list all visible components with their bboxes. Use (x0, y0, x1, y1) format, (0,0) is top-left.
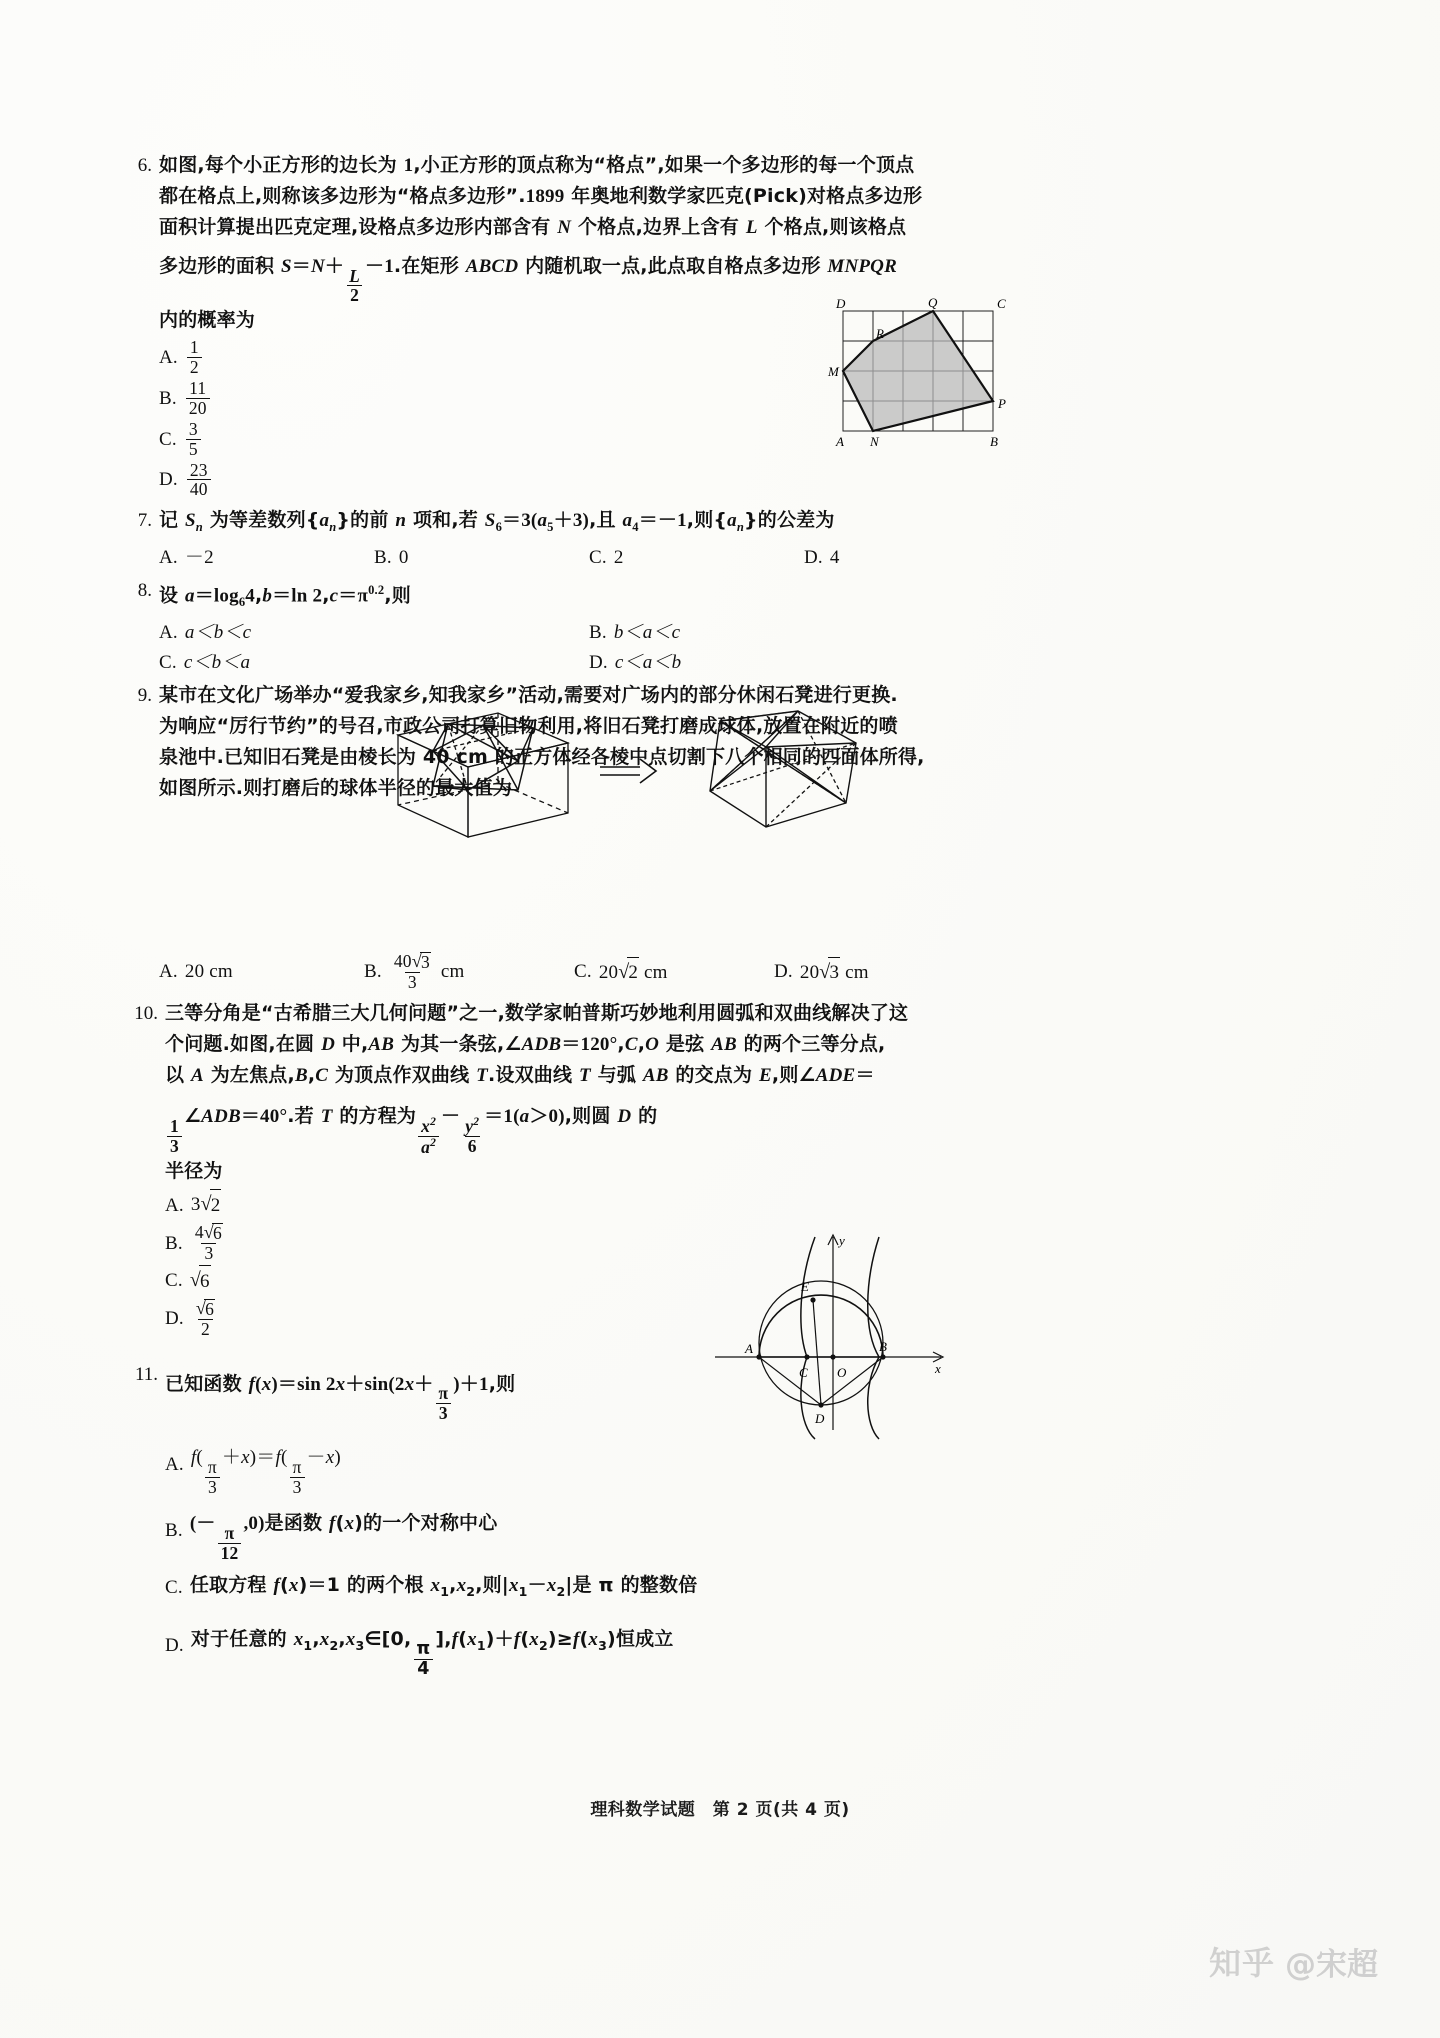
question-6-line-2: 都在格点上,则称该多边形为“格点多边形”.1899 年奥地利数学家匹克(Pick)对格点多边形 (159, 185, 923, 207)
option-6-C-value: $\frac{3}{5}$ (186, 420, 201, 459)
watermark (1209, 1938, 1378, 1984)
point-label-A: A (745, 1341, 753, 1356)
point-label-B: B (879, 1339, 887, 1354)
question-8-options-row-2 (159, 648, 968, 678)
option-9-D-value: 20 √ 3 cm (800, 957, 869, 988)
option-9-B[interactable] (364, 952, 574, 992)
option-10-B-value: 4 √ 6 3 (194, 1222, 222, 1264)
watermark-user: @宋超 (1285, 1946, 1378, 1983)
question-8-options-row-1 (159, 618, 968, 648)
option-6-A-label: A. (159, 347, 178, 369)
question-9-line-4: 如图所示.则打磨后的球体半径的最大值为 (159, 777, 513, 800)
option-6-D-label: D. (159, 469, 178, 491)
question-6-formula-line: 多边形的面积 S＝N＋ $\frac{L}{2}$ －1.在矩形 ABCD 内随机取一点,此点取自格点多边形 MNPQR (159, 255, 897, 306)
question-8-body (159, 575, 968, 678)
option-10-A-label: A. (165, 1194, 184, 1216)
question-6-number: 6. (137, 155, 152, 176)
question-10-line-1: 三等分角是“古希腊三大几何问题”之一,数学家帕普斯巧妙地利用圆弧和双曲线解决了这 (165, 1002, 909, 1025)
question-11 (118, 1359, 968, 1681)
option-9-B-unit: cm (440, 961, 465, 983)
option-6-B-value: $\frac{11}{20}$ (186, 379, 210, 418)
option-11-A-label: A. (165, 1453, 184, 1475)
figure-label-N: N (870, 434, 879, 449)
option-10-C-value: √ 6 (190, 1265, 211, 1297)
figure-label-B: B (990, 434, 998, 449)
question-7-options (159, 543, 968, 573)
option-9-B-fraction: 40 √ 3 3 (393, 951, 430, 993)
option-7-A[interactable] (159, 543, 374, 573)
option-7-D-value: 4 (829, 547, 840, 569)
question-9-options-row (118, 952, 968, 992)
question-9-options (159, 952, 968, 992)
option-6-B-label: B. (159, 387, 177, 409)
point-label-C: C (799, 1365, 808, 1380)
option-8-D-value: c＜a＜b (614, 652, 682, 674)
option-11-B[interactable] (165, 1498, 968, 1562)
option-7-B-label: B. (374, 547, 392, 569)
question-10-line-5: 半径为 (165, 1160, 223, 1183)
option-11-A[interactable] (165, 1433, 968, 1496)
option-8-C-value: c＜b＜a (183, 652, 251, 674)
option-8-D[interactable] (589, 648, 681, 678)
option-8-C-label: C. (159, 652, 177, 674)
option-7-A-value: －2 (184, 547, 214, 569)
point-label-D: D (815, 1411, 825, 1426)
question-7-stem: 记 $S_n$ 为等差数列$\{a_n\}$的前 n 项和,若 $S_6=3(a_5+3)$,且 $a_4=-1$,则$\{a_n\}$的公差为 (159, 509, 835, 535)
watermark-site: 知乎 (1208, 1944, 1275, 1982)
question-7-body (159, 505, 968, 573)
option-9-C-label: C. (574, 961, 592, 983)
point-label-E: E (801, 1279, 809, 1294)
question-6-line-1: 如图,每个小正方形的边长为 1,小正方形的顶点称为“格点”,如果一个多边形的每一个顶点 (159, 154, 915, 176)
option-8-B-value: b＜a＜c (613, 622, 681, 644)
figure-label-Q: Q (928, 296, 938, 310)
option-11-D-label: D. (165, 1635, 184, 1657)
question-7 (118, 505, 968, 573)
option-10-A-value: 3 √ 2 (191, 1189, 222, 1221)
option-11-A-value: f( $\frac{\pi}{3}$ ＋x)＝f( $\frac{\pi}{3}$ －x) (190, 1447, 341, 1497)
question-7-number: 7. (137, 510, 152, 532)
option-7-B-value: 0 (398, 547, 409, 569)
axis-label-y: y (839, 1233, 845, 1248)
option-7-C[interactable] (589, 543, 804, 573)
question-11-body (165, 1359, 968, 1681)
option-8-A[interactable] (159, 618, 589, 648)
question-10-line-4: $\frac{1}{3}$ ∠ADB＝40°.若 T 的方程为 $\frac{x^2}{a^2}$ － $\frac{y^2}{6}$ ＝1(a＞0),则圆 D 的 (165, 1091, 968, 1156)
option-8-A-label: A. (159, 622, 178, 644)
option-7-A-label: A. (159, 547, 178, 569)
question-9-line-3: 泉池中.已知旧石凳是由棱长为 40 cm 的正方体经各棱中点切割下八个相同的四面体所得, (159, 746, 925, 769)
question-10-line-3: 以 A 为左焦点,B,C 为顶点作双曲线 T.设双曲线 T 与弧 AB 的交点为 E,则∠ADE＝ (165, 1064, 875, 1087)
question-9-line-2: 为响应“厉行节约”的号召,市政公司打算旧物利用,将旧石凳打磨成球体,放置在附近的喷 (159, 715, 898, 738)
option-9-A[interactable] (159, 957, 364, 987)
option-7-D-label: D. (804, 547, 823, 569)
question-11-options (165, 1433, 968, 1679)
option-11-B-value: (－ $\frac{\pi}{12}$ ,0)是函数 f(x)的一个对称中心 (189, 1512, 498, 1563)
option-6-C-label: C. (159, 428, 177, 450)
question-11-number: 11. (134, 1363, 158, 1385)
option-7-C-label: C. (589, 547, 607, 569)
page-footer: 理科数学试题 第 2 页(共 4 页) (590, 1800, 850, 1820)
option-6-D-value: $\frac{23}{40}$ (187, 461, 211, 500)
question-11-stem: 已知函数 f(x)＝sin 2x＋sin(2x＋ $\frac{\pi}{3}$ )＋1,则 (165, 1372, 516, 1424)
figure-label-C: C (997, 296, 1006, 311)
figure-label-A: A (836, 434, 844, 449)
option-11-C-value: 任取方程 f(x)＝1 的两个根 $x_1,x_2$,则$|x_1-x_2|$是 π 的整数倍 (189, 1573, 698, 1599)
option-7-B[interactable] (374, 543, 589, 573)
option-9-A-label: A. (159, 961, 178, 983)
option-11-B-label: B. (165, 1519, 183, 1541)
question-8 (118, 575, 968, 678)
figure-label-P: P (998, 396, 1006, 411)
solids-svg (368, 695, 898, 845)
option-10-A[interactable] (165, 1189, 968, 1221)
question-9-line-1: 某市在文化广场举办“爱我家乡,知我家乡”活动,需要对广场内的部分休闲石凳进行更换. (159, 684, 898, 707)
question-9-number: 9. (137, 685, 152, 707)
option-10-D-value: √ 6 2 (195, 1297, 215, 1339)
option-6-A-value: $\frac{1}{2}$ (187, 338, 202, 377)
option-11-C[interactable] (165, 1565, 968, 1612)
figure-label-M: M (828, 364, 839, 379)
question-6-last-line: 内的概率为 (159, 309, 256, 332)
lattice-polygon-figure (818, 296, 1028, 461)
option-11-D-value: 对于任意的 $x_1,x_2,x_3\in[0$, $\frac{\pi}{4}$ ]$,f(x_1)+f(x_2)\ge f(x_3)$恒成立 (190, 1627, 674, 1680)
question-10-line-2: 个问题.如图,在圆 D 中,AB 为其一条弦,∠ADB＝120°,C,O 是弦 AB 的两个三等分点, (165, 1033, 886, 1056)
figure-label-R: R (876, 326, 884, 341)
option-10-D-label: D. (165, 1308, 184, 1330)
point-label-O: O (837, 1365, 847, 1380)
option-9-C[interactable] (574, 957, 774, 988)
option-9-A-value: 20 cm (184, 961, 233, 983)
option-8-C[interactable] (159, 648, 589, 678)
option-10-C-label: C. (165, 1270, 183, 1292)
option-8-B[interactable] (589, 618, 680, 648)
option-9-C-value: 20 √ 2 cm (599, 957, 668, 988)
lattice-polygon-svg (818, 296, 1028, 456)
option-7-D[interactable] (804, 543, 840, 573)
question-6-line-3: 面积计算提出匹克定理,设格点多边形内部含有 N 个格点,边界上含有 L 个格点,则该格点 (159, 216, 907, 238)
option-9-B-label: B. (364, 961, 382, 983)
option-11-D[interactable] (165, 1614, 968, 1679)
option-11-C-label: C. (165, 1577, 183, 1599)
exam-sheet (118, 150, 1006, 1683)
option-10-B-label: B. (165, 1232, 183, 1254)
option-9-D[interactable] (774, 957, 869, 988)
option-6-D[interactable] (159, 461, 968, 500)
option-8-D-label: D. (589, 652, 608, 674)
question-10-number: 10. (134, 1003, 158, 1025)
option-8-B-label: B. (589, 622, 607, 644)
option-8-A-value: a＜b＜c (184, 622, 252, 644)
figure-label-D: D (836, 296, 846, 311)
question-8-stem: 设 $a=\log_64,b=\ln$ $2,c=\pi^{0.2}$,则 (159, 583, 411, 610)
option-9-D-label: D. (774, 961, 793, 983)
question-8-number: 8. (137, 580, 152, 602)
cube-to-cuboctahedron-figure (368, 695, 898, 850)
option-7-C-value: 2 (613, 547, 624, 569)
axis-label-x: x (935, 1361, 941, 1376)
